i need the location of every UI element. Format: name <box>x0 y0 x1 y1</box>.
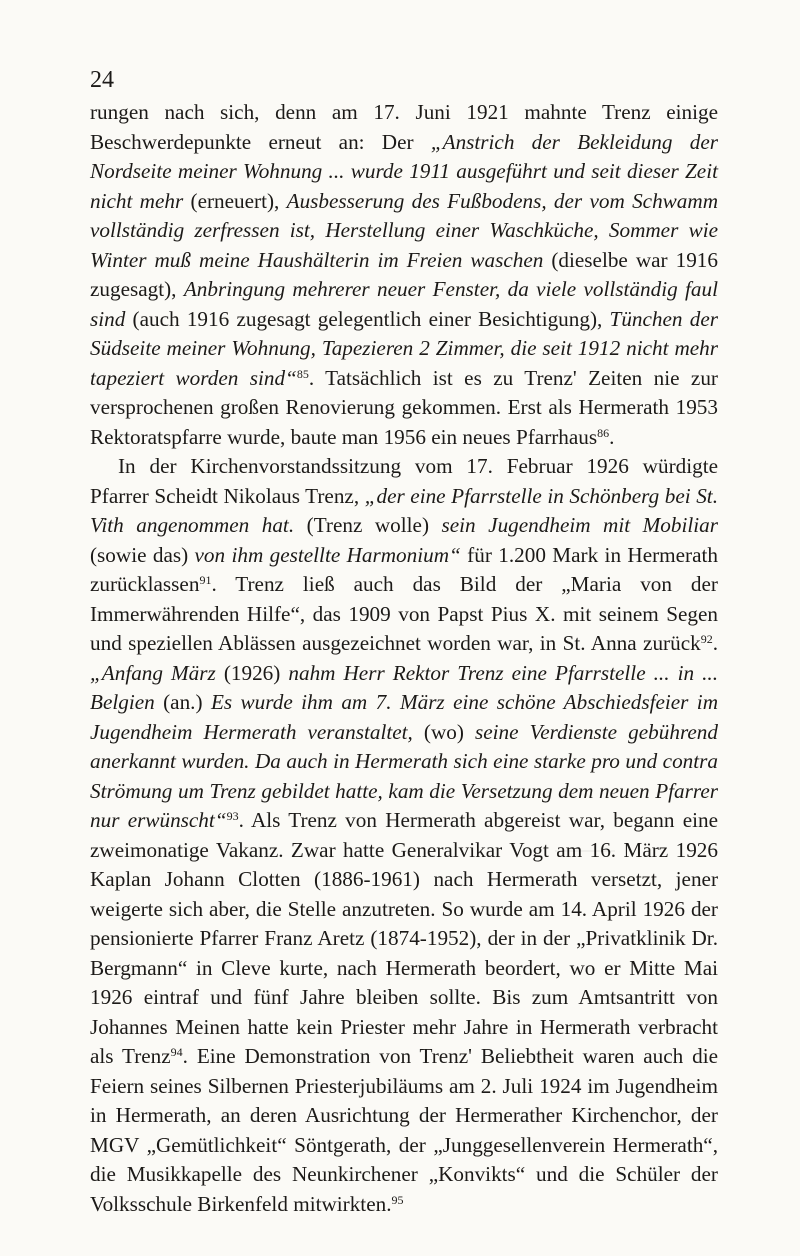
body-run: für 1.200 Mark in Hermerath zurücklassen <box>90 542 718 596</box>
quoted-source-text: nahm Herr Rektor Trenz eine Pfarrstelle ... in ... Belgien <box>90 660 718 714</box>
footnote-ref: 91 <box>199 573 212 587</box>
quoted-source-text: Anbringung mehrerer neuer Fenster, da viele vollständig faul sind <box>90 277 718 331</box>
body-run: (1926) <box>215 660 289 685</box>
paragraph-2 <box>90 452 718 1219</box>
footnote-ref: 94 <box>170 1045 183 1059</box>
page-number: 24 <box>90 67 114 93</box>
quoted-source-text: „Anstrich der Bekleidung der Nordseite meiner Wohnung ... wurde 1911 ausgeführt und seit dieser Zeit nicht mehr <box>90 129 718 213</box>
body-run: . <box>712 631 718 655</box>
body-text <box>90 98 718 1219</box>
quoted-source-text: Ausbesserung des Fußbodens, der vom Schwamm vollständig zerfressen ist, Herstellung einer Waschküche, Sommer wie Winter muß meine Haushälterin im Freien waschen <box>90 188 718 272</box>
body-run: . Trenz ließ auch das Bild der „Maria von der Immerwährenden Hilfe“, das 1909 von Papst Pius X. mit seinem Segen und speziellen Ablässen ausgezeichnet worden war, in St. Anna zurück <box>90 572 718 655</box>
footnote-ref: 85 <box>296 366 309 381</box>
quoted-source-text: „der eine Pfarrstelle in Schönberg bei St. Vith angenommen hat. <box>90 483 718 537</box>
body-run: . Eine Demonstration von Trenz' Beliebtheit waren auch die Feiern seines Silbernen Priesterjubiläums am 2. Juli 1924 im Jugendheim in Hermerath, an deren Ausrichtung der Hermerather Kirchenchor, der MGV „Gemütlichkeit“ Söntgerath, der „Junggesellenverein Hermerath“, die Musikkapelle des Neunkirchener „Konvikts“ und die Schüler der Volksschule Birkenfeld mitwirkten. <box>90 1044 718 1216</box>
footnote-ref: 93 <box>226 809 239 823</box>
footnote-ref: 95 <box>391 1192 404 1207</box>
body-run: (dieselbe war 1916 zugesagt), <box>90 247 718 301</box>
quoted-source-text: „Anfang März <box>90 660 216 685</box>
body-run: (an.) <box>154 690 211 714</box>
body-run: In der Kirchenvorstandssitzung vom 17. Februar 1926 würdigte Pfarrer Scheidt Nikolaus Trenz, <box>90 454 718 508</box>
body-run: (Trenz wolle) <box>294 513 442 537</box>
body-run: . Tatsächlich ist es zu Trenz' Zeiten nie zur versprochenen großen Renovierung gekommen. Erst als Hermerath 1953 Rektoratspfarre wurde, baute man 1956 ein neues Pfarrhaus <box>90 365 718 449</box>
footnote-ref: 92 <box>700 632 713 646</box>
body-run: . <box>609 424 615 449</box>
quoted-source-text: von ihm gestellte Harmonium“ <box>194 542 461 567</box>
bleed-through-mark <box>555 850 615 852</box>
body-run: (wo) <box>412 719 475 744</box>
quoted-source-text: Es wurde ihm am 7. März eine schöne Abschiedsfeier im Jugendheim Hermerath veranstaltet, <box>90 690 718 744</box>
quoted-source-text: seine Verdienste gebührend anerkannt wurden. Da auch in Hermerath sich eine starke pro und contra Strömung um Trenz gebildet hatte, kam die Versetzung dem neuen Pfarrer nur erwünscht“ <box>90 719 718 832</box>
body-run: (erneuert), <box>183 188 287 213</box>
footnote-ref: 86 <box>597 425 610 440</box>
quoted-source-text: sein Jugendheim mit Mobiliar <box>441 513 718 537</box>
body-run: rungen nach sich, denn am 17. Juni 1921 mahnte Trenz einige Beschwerdepunkte erneut an: Der <box>90 100 718 154</box>
paragraph-1 <box>90 98 718 452</box>
body-run: . Als Trenz von Hermerath abgereist war, begann eine zweimonatige Vakanz. Zwar hatte Generalvikar Vogt am 16. März 1926 Kaplan Johann Clotten (1886-1961) nach Hermerath versetzt, jener weigerte sich aber, die Stelle anzutreten. So wurde am 14. April 1926 der pensionierte Pfarrer Franz Aretz (1874-1952), der in der „Privatklinik Dr. Bergmann“ in Cleve kurte, nach Hermerath beordert, wo er Mitte Mai 1926 eintraf und fünf Jahre bleiben sollte. Bis zum Amtsantritt von Johannes Meinen hatte kein Priester mehr Jahre in Hermerath verbracht als Trenz <box>90 808 718 1068</box>
quoted-source-text: Tünchen der Südseite meiner Wohnung, Tapezieren 2 Zimmer, die seit 1912 nicht mehr tapeziert worden sind“ <box>90 306 718 390</box>
body-run: (auch 1916 zugesagt gelegentlich einer Besichtigung), <box>125 306 610 331</box>
body-run: (sowie das) <box>90 542 195 567</box>
